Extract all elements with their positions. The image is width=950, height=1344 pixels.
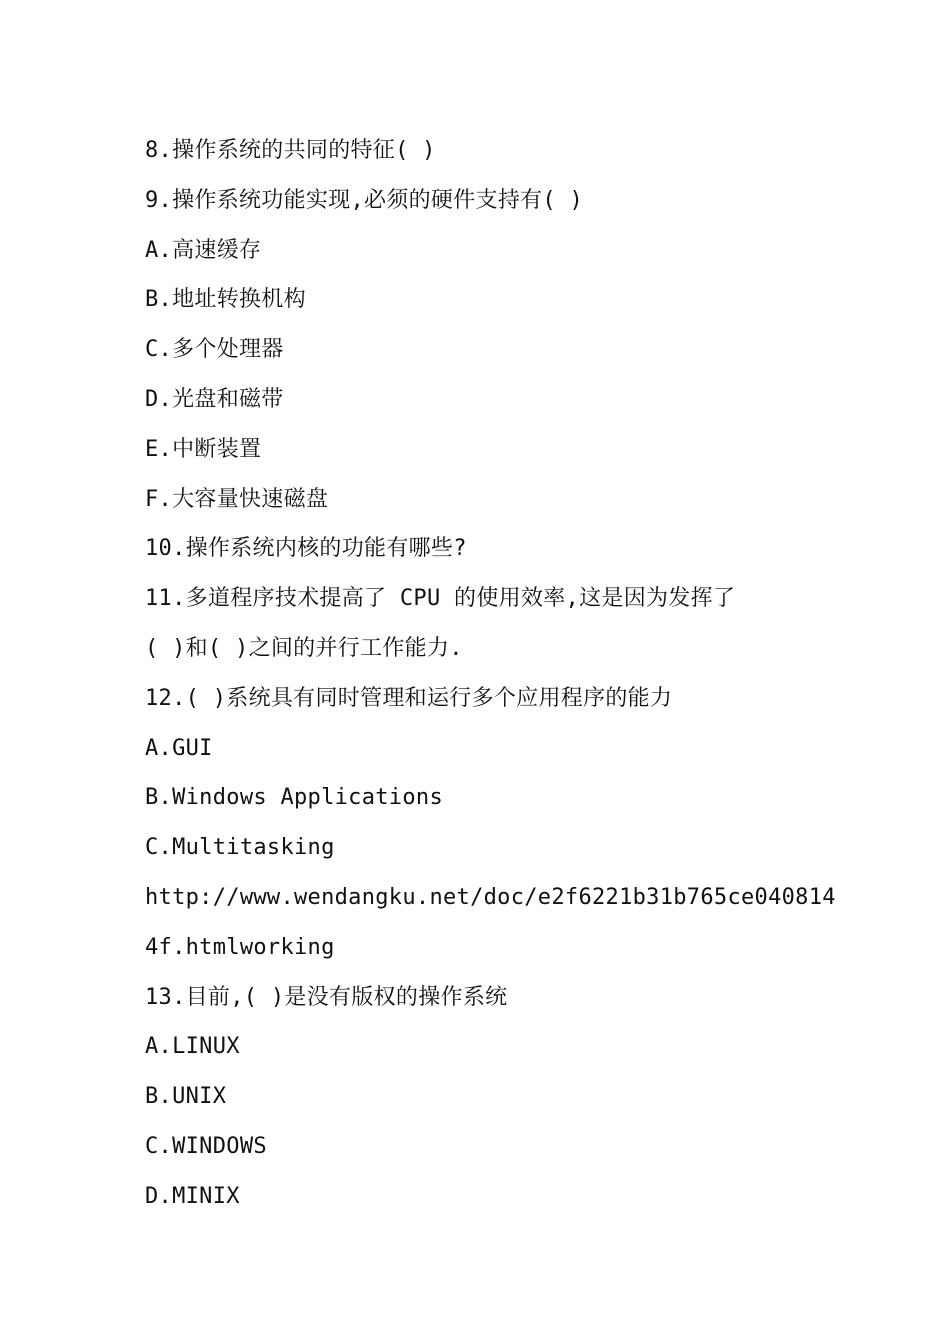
question-12-option-b: B.Windows Applications <box>145 785 443 811</box>
question-9-option-e: E.中断装置 <box>145 436 262 462</box>
question-13: 13.目前,( )是没有版权的操作系统 <box>145 984 508 1010</box>
question-12-option-c: C.Multitasking <box>145 835 335 861</box>
question-9-option-b: B.地址转换机构 <box>145 287 306 313</box>
question-9-option-c: C.多个处理器 <box>145 337 284 363</box>
question-11-line-2: ( )和( )之间的并行工作能力. <box>145 635 463 661</box>
question-13-option-c: C.WINDOWS <box>145 1133 267 1159</box>
question-11-line-1: 11.多道程序技术提高了 CPU 的使用效率,这是因为发挥了 <box>145 586 736 612</box>
document-body <box>145 126 836 1222</box>
url-line-2: 4f.htmlworking <box>145 934 335 960</box>
question-12-option-a: A.GUI <box>145 735 213 761</box>
question-10: 10.操作系统内核的功能有哪些? <box>145 536 467 562</box>
question-13-option-d: D.MINIX <box>145 1183 240 1209</box>
question-12: 12.( )系统具有同时管理和运行多个应用程序的能力 <box>145 685 673 711</box>
question-8: 8.操作系统的共同的特征( ) <box>145 138 436 163</box>
question-9-option-a: A.高速缓存 <box>145 237 262 263</box>
question-13-option-a: A.LINUX <box>145 1034 240 1060</box>
question-9-option-d: D.光盘和磁带 <box>145 386 284 412</box>
question-9-option-f: F.大容量快速磁盘 <box>145 486 329 512</box>
question-9: 9.操作系统功能实现,必须的硬件支持有( ) <box>145 187 584 213</box>
url-line-1: http://www.wendangku.net/doc/e2f6221b31b765ce040814 <box>145 884 836 910</box>
question-13-option-b: B.UNIX <box>145 1084 227 1110</box>
